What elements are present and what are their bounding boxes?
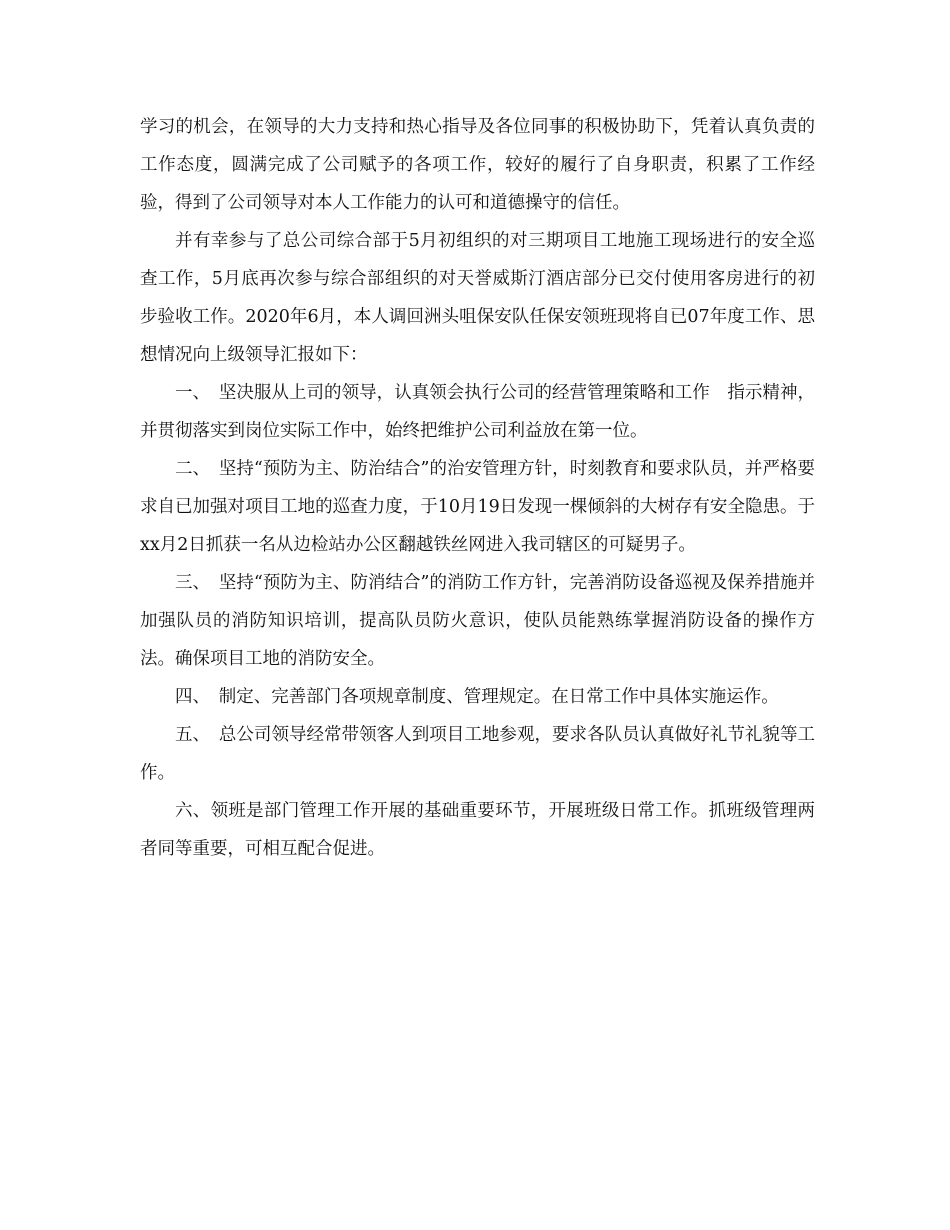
paragraph-item-5: 五、 总公司领导经常带领客人到项目工地参观，要求各队员认真做好礼节礼貌等工作。: [140, 725, 815, 783]
paragraph-item-1: 一、 坚决服从上司的领导，认真领会执行公司的经营管理策略和工作 指示精神，并贯彻落实到岗位实际工作中，始终把维护公司利益放在第一位。: [140, 383, 815, 441]
paragraph-item-4: 四、 制定、完善部门各项规章制度、管理规定。在日常工作中具体实施运作。: [175, 687, 779, 707]
paragraph-item-2: 二、 坚持“预防为主、防治结合”的治安管理方针，时刻教育和要求队员，并严格要求自已加强对项目工地的巡查力度，于10月19日发现一棵倾斜的大树存有安全隐患。于xx月2日抓获一名从边检站办公区翻越铁丝网进入我司辖区的可疑男子。: [140, 459, 815, 555]
paragraph-item-3: 三、 坚持“预防为主、防消结合”的消防工作方针，完善消防设备巡视及保养措施并加强队员的消防知识培训，提高队员防火意识，使队员能熟练掌握消防设备的操作方法。确保项目工地的消防安全。: [140, 573, 815, 669]
document-body: [140, 108, 815, 868]
paragraph-continuation: 学习的机会，在领导的大力支持和热心指导及各位同事的积极协助下，凭着认真负责的工作态度，圆满完成了公司赋予的各项工作，较好的履行了自身职责，积累了工作经验，得到了公司领导对本人工作能力的认可和道德操守的信任。: [140, 117, 815, 213]
paragraph-participation: 并有幸参与了总公司综合部于5月初组织的对三期项目工地施工现场进行的安全巡查工作，5月底再次参与综合部组织的对天誉威斯汀酒店部分已交付使用客房进行的初步验收工作。2020年6月，本人调回洲头咀保安队任保安领班现将自已07年度工作、思想情况向上级领导汇报如下：: [140, 231, 815, 365]
paragraph-item-6: 六、领班是部门管理工作开展的基础重要环节，开展班级日常工作。抓班级管理两者同等重要，可相互配合促进。: [140, 801, 815, 859]
